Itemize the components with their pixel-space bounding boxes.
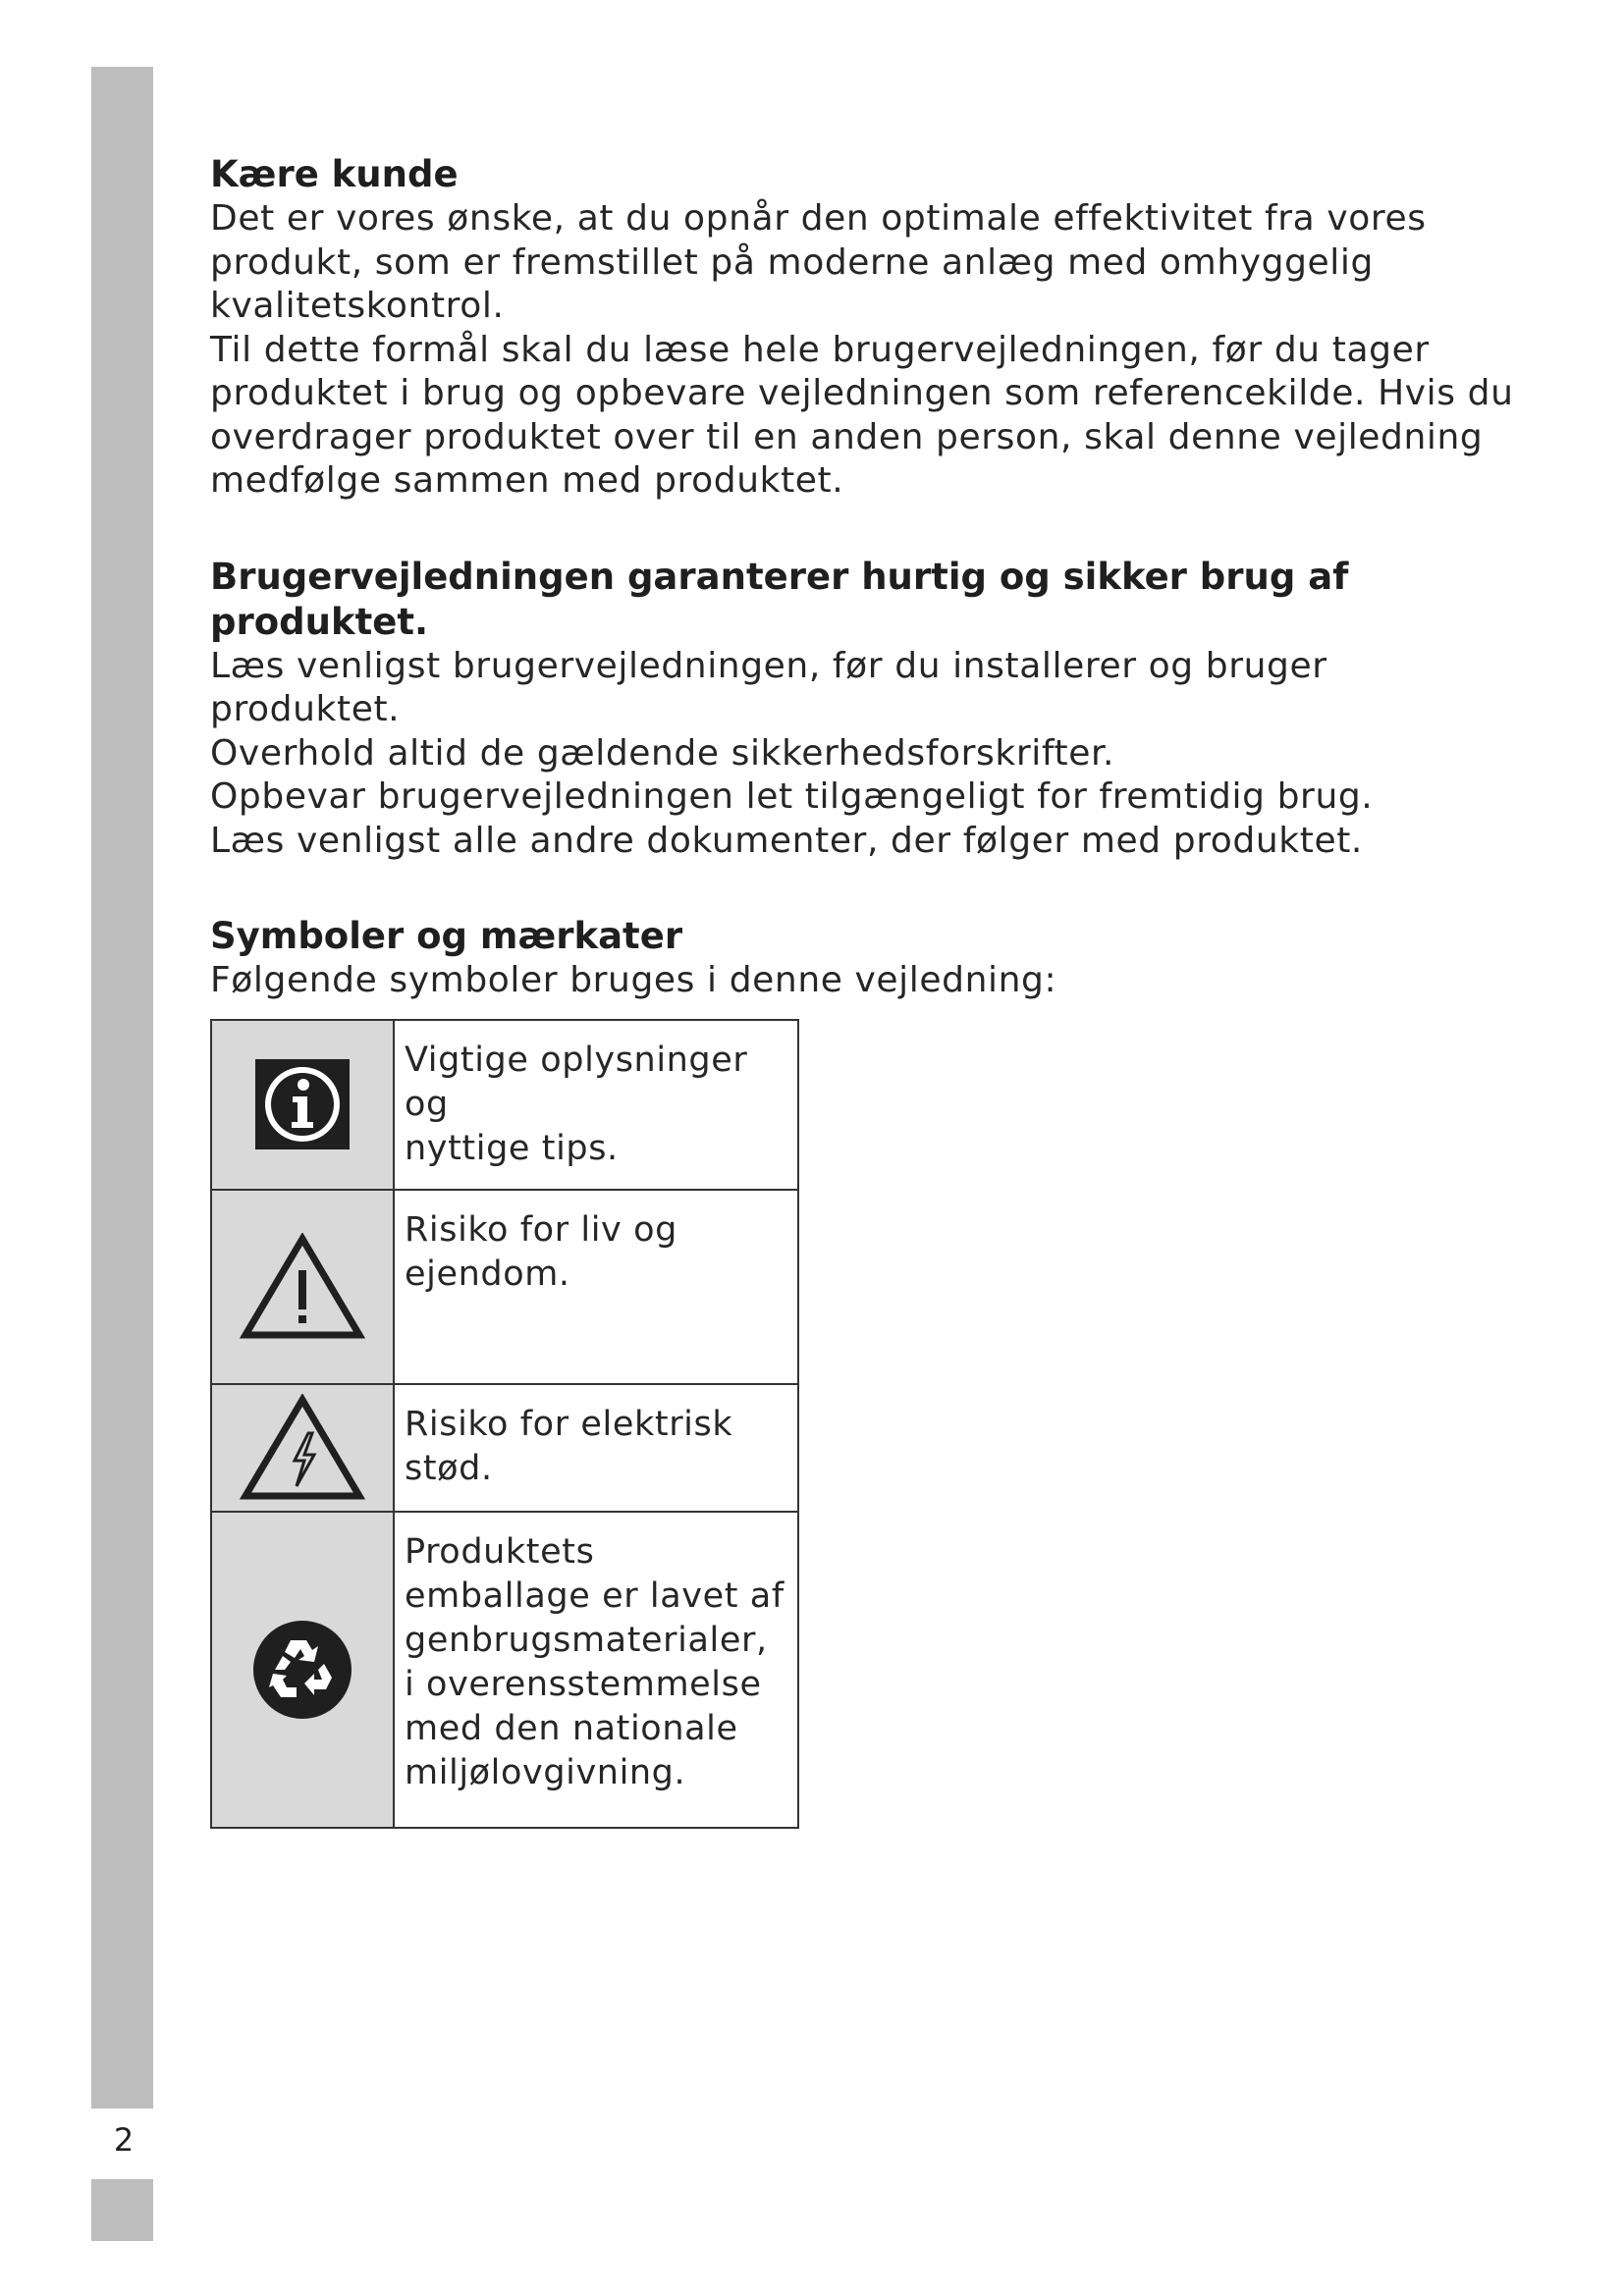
info-icon bbox=[255, 1059, 350, 1149]
symbol-icon-cell bbox=[211, 1190, 394, 1384]
symbol-description bbox=[394, 1512, 798, 1828]
symbol-text-line: Produktets bbox=[405, 1531, 595, 1572]
symbol-icon-cell bbox=[211, 1512, 394, 1828]
symbol-row bbox=[211, 1512, 798, 1828]
symbol-row bbox=[211, 1020, 798, 1190]
page-number: 2 bbox=[113, 2121, 135, 2159]
intro-line: Det er vores ønske, at du opnår den optimale effektivitet fra vores bbox=[210, 198, 1427, 239]
intro-line: produkt, som er fremstillet på moderne anlæg med omhyggelig bbox=[210, 241, 1374, 283]
intro-heading: Kære kunde bbox=[210, 153, 459, 195]
symbol-text-line: med den nationale bbox=[405, 1708, 738, 1748]
symbol-icon-cell bbox=[211, 1384, 394, 1512]
intro-line: kvalitetskontrol. bbox=[210, 286, 505, 326]
symbols-intro: Følgende symboler bruges i denne vejledning: bbox=[210, 960, 1057, 1000]
symbol-description bbox=[394, 1384, 798, 1512]
symbol-text-line: nyttige tips. bbox=[405, 1128, 619, 1168]
symbol-row bbox=[211, 1384, 798, 1512]
symbol-text-line: Risiko for elektrisk bbox=[405, 1404, 733, 1444]
symbol-description bbox=[394, 1190, 798, 1384]
guarantee-line: Overhold altid de gældende sikkerhedsforskrifter. bbox=[210, 732, 1115, 774]
intro-line: produktet i brug og opbevare vejledningen som referencekilde. Hvis du bbox=[210, 373, 1514, 413]
symbol-icon-cell bbox=[211, 1020, 394, 1190]
symbol-text-line: stød. bbox=[405, 1448, 493, 1488]
symbol-text-line: Risiko for liv og bbox=[405, 1209, 677, 1250]
symbols-heading: Symboler og mærkater bbox=[210, 915, 683, 957]
intro-line: medfølge sammen med produktet. bbox=[210, 460, 844, 501]
symbol-text-line: genbrugsmaterialer, bbox=[405, 1620, 768, 1660]
symbol-text-line: Vigtige oplysninger og bbox=[405, 1040, 748, 1124]
symbol-row bbox=[211, 1190, 798, 1384]
symbols-table bbox=[210, 1019, 799, 1829]
intro-line: overdrager produktet over til en anden person, skal denne vejledning bbox=[210, 416, 1484, 457]
symbol-description bbox=[394, 1020, 798, 1190]
symbol-text-line: ejendom. bbox=[405, 1254, 570, 1294]
side-bar bbox=[91, 67, 153, 2109]
guarantee-line: Læs venligst brugervejledningen, før du installerer og bruger produktet. bbox=[210, 645, 1327, 729]
intro-section bbox=[210, 152, 1526, 504]
intro-line: Til dette formål skal du læse hele brugervejledningen, før du tager bbox=[210, 329, 1430, 370]
electric-shock-icon bbox=[240, 1394, 365, 1502]
recycle-icon bbox=[251, 1619, 353, 1721]
symbol-text-line: i overensstemmelse bbox=[405, 1664, 762, 1704]
warning-icon bbox=[240, 1233, 365, 1341]
symbols-section bbox=[210, 914, 1526, 1829]
guarantee-heading: Brugervejledningen garanterer hurtig og sikker brug af produktet. bbox=[210, 555, 1349, 643]
symbol-text-line: emballage er lavet af bbox=[405, 1575, 785, 1616]
side-block bbox=[91, 2179, 153, 2241]
guarantee-line: Opbevar brugervejledningen let tilgængeligt for fremtidig brug. bbox=[210, 776, 1374, 817]
guarantee-line: Læs venligst alle andre dokumenter, der følger med produktet. bbox=[210, 820, 1363, 861]
symbol-text-line: miljølovgivning. bbox=[405, 1752, 686, 1792]
page-content bbox=[210, 152, 1526, 1880]
guarantee-section bbox=[210, 555, 1526, 864]
